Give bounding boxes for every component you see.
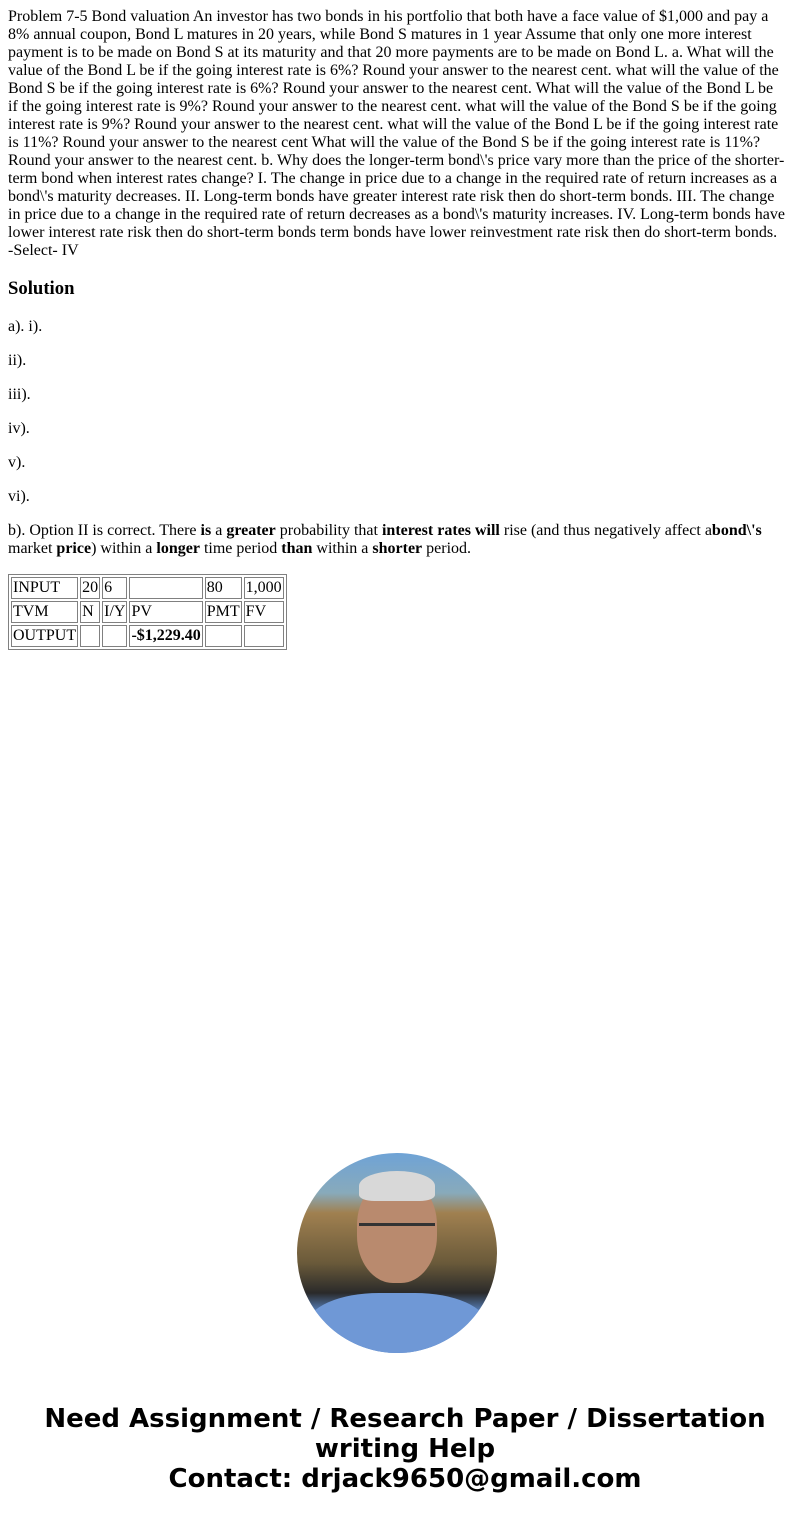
bold-text: longer [156, 540, 200, 557]
bold-text: than [281, 540, 313, 557]
text: b). Option II is correct. There [8, 522, 201, 539]
cell: PV [129, 601, 202, 623]
solution-heading: Solution [8, 278, 75, 299]
table-row [11, 577, 284, 599]
text: market [8, 540, 57, 557]
cell: PMT [205, 601, 242, 623]
text: period. [422, 540, 472, 557]
text: time period [199, 540, 282, 557]
part-a-iv: iv). [8, 420, 30, 437]
cell: INPUT [11, 577, 78, 599]
text: a [211, 522, 227, 539]
cell: 80 [205, 577, 242, 599]
cell: N [80, 601, 100, 623]
bold-text: shorter [372, 540, 423, 557]
cell: OUTPUT [11, 625, 78, 647]
bold-text: interest rates will [381, 522, 500, 539]
cell: FV [244, 601, 284, 623]
part-a-vi: vi). [8, 488, 30, 505]
hair-shape [359, 1171, 435, 1201]
cell [80, 625, 100, 647]
output-pv: -$1,229.40 [131, 627, 201, 644]
footer-contact: Contact: drjack9650@gmail.com [168, 1464, 642, 1494]
cell [244, 625, 284, 647]
cell [205, 625, 242, 647]
cell [129, 577, 202, 599]
cell: TVM [11, 601, 78, 623]
bold-text: is [200, 522, 212, 539]
bold-text: price [56, 540, 92, 557]
part-a-iii: iii). [8, 386, 31, 403]
glasses-shape [359, 1223, 435, 1242]
cell: I/Y [102, 601, 127, 623]
part-a-i: a). i). [8, 318, 43, 335]
cell [102, 625, 127, 647]
bold-text: greater [226, 522, 276, 539]
question-text: Problem 7-5 Bond valuation An investor has two bonds in his portfolio that both have a face value of $1,000 and pay a 8% annual coupon, Bond L matures in 20 years, while Bond S matures in 1 year Assume that only one more interest payment is to be made on Bond S at its maturity and that 20 more payments are to be made on Bond L. a. What will the value of the Bond L be if the going interest rate is 6%? Round your answer to the nearest cent. what will the value of the Bond S be if the going interest rate is 6%? Round your answer to the nearest cent. What will the value of the Bond L be if the going interest rate is 9%? Round your answer to the nearest cent. what will the value of the Bond S be if the going interest rate is 9%? Round your answer to the nearest cent. what will the value of the Bond L be if the going interest rate is 11%? Round your answer to the nearest cent What will the value of the Bond S be if the going interest rate is 11%? Round your answer to the nearest cent. b. Why does the longer-term bond\'s price vary more than the price of the shorter-term bond when interest rates change? I. The change in price due to a change in the required rate of return increases as a bond\'s maturity decreases. II. Long-term bonds have greater interest rate risk then do short-term bonds. III. The change in price due to a change in the required rate of return decreases as a bond\'s maturity increases. IV. Long-term bonds have lower interest rate risk then do short-term bonds term bonds have lower reinvestment rate risk then do short-term bonds. -Select- IV [8, 8, 785, 259]
footer-banner [8, 1404, 794, 1494]
text: probability that [275, 522, 382, 539]
bold-text: bond\'s [711, 522, 762, 539]
cell: 20 [80, 577, 100, 599]
cell [129, 625, 202, 647]
answer-b [8, 522, 786, 558]
cell: 1,000 [244, 577, 284, 599]
avatar-photo [297, 1153, 497, 1353]
part-a-ii: ii). [8, 352, 27, 369]
part-a-v: v). [8, 454, 26, 471]
table-row [11, 601, 284, 623]
shirt-shape [307, 1293, 487, 1353]
text: rise (and thus negatively affect a [499, 522, 712, 539]
text: ) within a [91, 540, 157, 557]
cell: 6 [102, 577, 127, 599]
footer-line: Need Assignment / Research Paper / Dissertation writing Help [44, 1404, 766, 1464]
tvm-table [8, 574, 287, 650]
text: within a [312, 540, 373, 557]
table-row [11, 625, 284, 647]
